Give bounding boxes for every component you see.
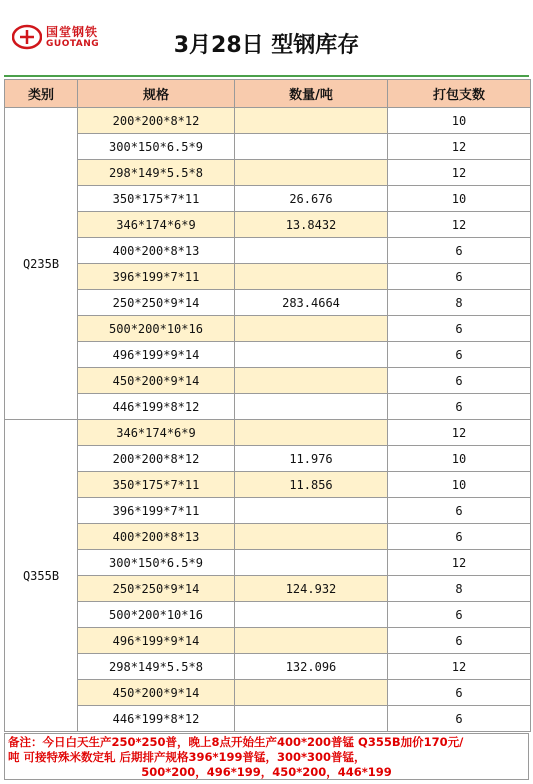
quantity-cell bbox=[235, 238, 388, 264]
spec-cell: 496*199*9*14 bbox=[78, 628, 235, 654]
table-row bbox=[5, 186, 531, 212]
bundle-count-cell: 10 bbox=[388, 446, 531, 472]
table-row bbox=[5, 316, 531, 342]
table-row bbox=[5, 498, 531, 524]
bundle-count-cell: 6 bbox=[388, 602, 531, 628]
bundle-count-cell: 12 bbox=[388, 160, 531, 186]
table-body bbox=[5, 108, 531, 732]
logo-english: GUOTANG bbox=[46, 38, 100, 49]
table-row bbox=[5, 238, 531, 264]
quantity-cell bbox=[235, 420, 388, 446]
spec-cell: 346*174*6*9 bbox=[78, 420, 235, 446]
bundle-count-cell: 10 bbox=[388, 108, 531, 134]
table-row bbox=[5, 446, 531, 472]
table-row bbox=[5, 706, 531, 732]
table-header-row bbox=[5, 80, 531, 108]
quantity-cell bbox=[235, 160, 388, 186]
page-header bbox=[0, 0, 533, 76]
category-cell: Q235B bbox=[5, 108, 78, 420]
quantity-cell bbox=[235, 368, 388, 394]
spec-cell: 250*250*9*14 bbox=[78, 290, 235, 316]
category-cell: Q355B bbox=[5, 420, 78, 732]
quantity-cell bbox=[235, 524, 388, 550]
note-line-3: 500*200，496*199，450*200，446*199 bbox=[141, 765, 392, 779]
spec-cell: 396*199*7*11 bbox=[78, 498, 235, 524]
table-row bbox=[5, 394, 531, 420]
bundle-count-cell: 12 bbox=[388, 654, 531, 680]
spec-cell: 346*174*6*9 bbox=[78, 212, 235, 238]
table-row bbox=[5, 368, 531, 394]
table-row bbox=[5, 264, 531, 290]
table-row bbox=[5, 212, 531, 238]
table-row bbox=[5, 680, 531, 706]
quantity-cell: 132.096 bbox=[235, 654, 388, 680]
table-row bbox=[5, 342, 531, 368]
spec-cell: 200*200*8*12 bbox=[78, 446, 235, 472]
quantity-cell bbox=[235, 394, 388, 420]
quantity-cell bbox=[235, 264, 388, 290]
table-row bbox=[5, 472, 531, 498]
bundle-count-cell: 8 bbox=[388, 576, 531, 602]
bundle-count-cell: 6 bbox=[388, 498, 531, 524]
bundle-count-cell: 6 bbox=[388, 706, 531, 732]
quantity-cell bbox=[235, 706, 388, 732]
bundle-count-cell: 10 bbox=[388, 472, 531, 498]
spec-cell: 500*200*10*16 bbox=[78, 602, 235, 628]
column-header-bundle-count: 打包支数 bbox=[388, 80, 531, 108]
spec-cell: 450*200*9*14 bbox=[78, 680, 235, 706]
spec-cell: 350*175*7*11 bbox=[78, 186, 235, 212]
spec-cell: 300*150*6.5*9 bbox=[78, 134, 235, 160]
spec-cell: 496*199*9*14 bbox=[78, 342, 235, 368]
quantity-cell: 11.856 bbox=[235, 472, 388, 498]
quantity-cell: 11.976 bbox=[235, 446, 388, 472]
spec-cell: 298*149*5.5*8 bbox=[78, 654, 235, 680]
page-title: 3月28日 型钢库存 bbox=[173, 33, 360, 58]
quantity-cell: 124.932 bbox=[235, 576, 388, 602]
spec-cell: 500*200*10*16 bbox=[78, 316, 235, 342]
table-row bbox=[5, 550, 531, 576]
bundle-count-cell: 10 bbox=[388, 186, 531, 212]
bundle-count-cell: 12 bbox=[388, 420, 531, 446]
spec-cell: 300*150*6.5*9 bbox=[78, 550, 235, 576]
bundle-count-cell: 6 bbox=[388, 264, 531, 290]
header-divider bbox=[4, 75, 529, 77]
bundle-count-cell: 6 bbox=[388, 238, 531, 264]
column-header-category: 类别 bbox=[5, 80, 78, 108]
spec-cell: 450*200*9*14 bbox=[78, 368, 235, 394]
spec-cell: 396*199*7*11 bbox=[78, 264, 235, 290]
bundle-count-cell: 12 bbox=[388, 134, 531, 160]
quantity-cell: 13.8432 bbox=[235, 212, 388, 238]
quantity-cell: 283.4664 bbox=[235, 290, 388, 316]
bundle-count-cell: 6 bbox=[388, 524, 531, 550]
quantity-cell bbox=[235, 316, 388, 342]
bundle-count-cell: 8 bbox=[388, 290, 531, 316]
table-row bbox=[5, 602, 531, 628]
spec-cell: 400*200*8*13 bbox=[78, 238, 235, 264]
column-header-quantity: 数量/吨 bbox=[235, 80, 388, 108]
quantity-cell bbox=[235, 628, 388, 654]
quantity-cell bbox=[235, 108, 388, 134]
table-row bbox=[5, 290, 531, 316]
quantity-cell bbox=[235, 550, 388, 576]
table-row bbox=[5, 654, 531, 680]
bundle-count-cell: 6 bbox=[388, 394, 531, 420]
bundle-count-cell: 12 bbox=[388, 550, 531, 576]
table-row bbox=[5, 628, 531, 654]
bundle-count-cell: 6 bbox=[388, 368, 531, 394]
table-row bbox=[5, 160, 531, 186]
table-row bbox=[5, 108, 531, 134]
bundle-count-cell: 6 bbox=[388, 316, 531, 342]
column-header-spec: 规格 bbox=[78, 80, 235, 108]
note-line-2: 吨 可接特殊米数定轧 后期排产规格396*199普锰，300*300普锰， bbox=[8, 750, 366, 764]
quantity-cell bbox=[235, 342, 388, 368]
spec-cell: 250*250*9*14 bbox=[78, 576, 235, 602]
inventory-table bbox=[4, 79, 531, 732]
spec-cell: 350*175*7*11 bbox=[78, 472, 235, 498]
spec-cell: 446*199*8*12 bbox=[78, 706, 235, 732]
table-row bbox=[5, 576, 531, 602]
quantity-cell bbox=[235, 134, 388, 160]
bundle-count-cell: 6 bbox=[388, 628, 531, 654]
spec-cell: 200*200*8*12 bbox=[78, 108, 235, 134]
remarks-note bbox=[4, 733, 529, 780]
quantity-cell bbox=[235, 602, 388, 628]
table-row bbox=[5, 134, 531, 160]
spec-cell: 446*199*8*12 bbox=[78, 394, 235, 420]
table-row bbox=[5, 420, 531, 446]
bundle-count-cell: 6 bbox=[388, 680, 531, 706]
quantity-cell bbox=[235, 498, 388, 524]
quantity-cell bbox=[235, 680, 388, 706]
bundle-count-cell: 6 bbox=[388, 342, 531, 368]
quantity-cell: 26.676 bbox=[235, 186, 388, 212]
logo-chinese: 国堂钢铁 bbox=[46, 24, 99, 39]
table-row bbox=[5, 524, 531, 550]
note-line-1: 备注：今日白天生产250*250普，晚上8点开始生产400*200普锰 Q355B加价170元/ bbox=[8, 735, 464, 749]
bundle-count-cell: 12 bbox=[388, 212, 531, 238]
spec-cell: 298*149*5.5*8 bbox=[78, 160, 235, 186]
spec-cell: 400*200*8*13 bbox=[78, 524, 235, 550]
